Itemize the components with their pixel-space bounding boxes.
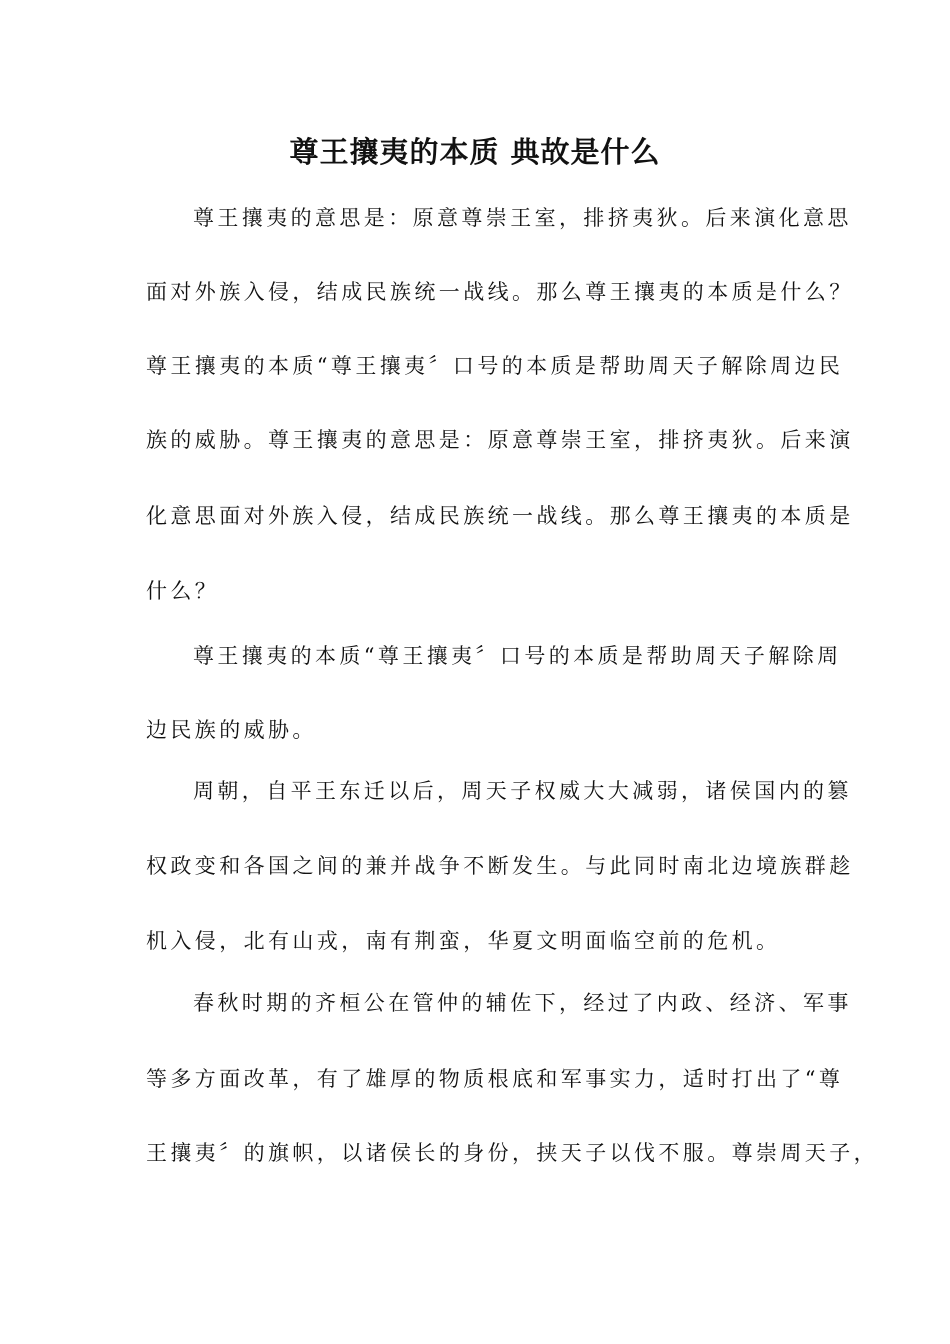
document-title: 尊王攘夷的本质 典故是什么 (289, 135, 661, 169)
body-line: 等多方面改革，有了雄厚的物质根底和军事实力，适时打出了“尊 (146, 1067, 844, 1091)
body-line: 化意思面对外族入侵，结成民族统一战线。那么尊王攘夷的本质是 (146, 504, 854, 528)
body-line: 尊王攘夷的本质“尊王攘夷〞口号的本质是帮助周天子解除周边民 (146, 354, 844, 378)
body-line: 面对外族入侵，结成民族统一战线。那么尊王攘夷的本质是什么？ (146, 280, 854, 304)
body-line: 什么？ (146, 579, 220, 603)
body-line: 春秋时期的齐桓公在管仲的辅佐下，经过了内政、经济、军事 (193, 991, 852, 1015)
body-line: 边民族的威胁。 (146, 718, 317, 742)
body-line: 权政变和各国之间的兼并战争不断发生。与此同时南北边境族群趁 (146, 854, 854, 878)
body-line: 尊王攘夷的意思是：原意尊崇王室，排挤夷狄。后来演化意思 (193, 206, 852, 230)
body-line: 王攘夷〞的旗帜，以诸侯长的身份，挟天子以伐不服。尊崇周天子， (146, 1141, 878, 1165)
body-line: 机入侵，北有山戎，南有荆蛮，华夏文明面临空前的危机。 (146, 929, 781, 953)
body-line: 周朝，自平王东迁以后，周天子权威大大减弱，诸侯国内的篡 (193, 779, 852, 803)
body-line: 族的威胁。尊王攘夷的意思是：原意尊崇王室，排挤夷狄。后来演 (146, 428, 854, 452)
body-line: 尊王攘夷的本质“尊王攘夷〞口号的本质是帮助周天子解除周 (193, 644, 842, 668)
